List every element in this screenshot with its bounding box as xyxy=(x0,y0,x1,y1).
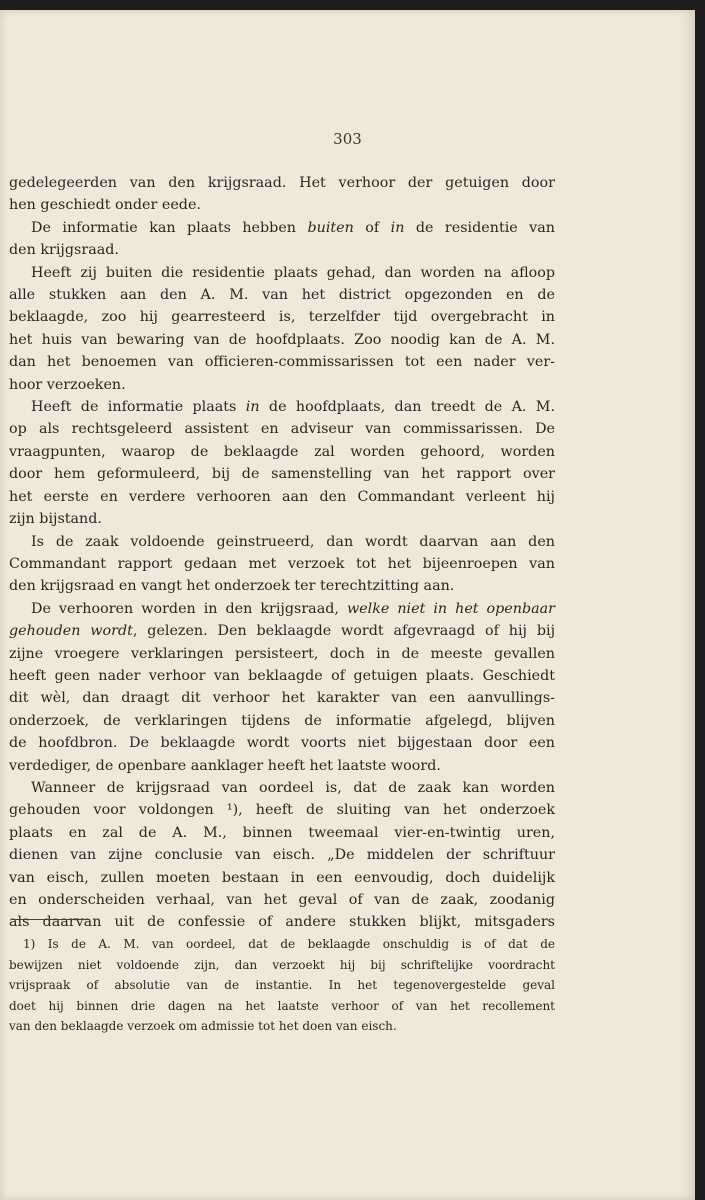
book-page xyxy=(0,10,695,1200)
text-line: verdediger, de openbare aanklager heeft het laatste woord. xyxy=(9,757,441,774)
text-line: plaats en zal de A. M., binnen tweemaal vier-en-twintig uren, xyxy=(9,824,555,841)
italic-phrase: gehouden wordt xyxy=(9,623,133,640)
text-line: den krijgsraad. xyxy=(9,242,119,259)
footnote-line: van den beklaagde verzoek om admissie tot het doen van eisch. xyxy=(9,1019,397,1034)
footnote-line: doet hij binnen drie dagen na het laatste verhoor of van het recollement xyxy=(9,998,555,1013)
text-line: Heeft zij buiten die residentie plaats gehad, dan worden na afloop xyxy=(31,264,555,281)
text-line: Wanneer de krijgsraad van oordeel is, dat de zaak kan worden xyxy=(31,779,555,796)
text-line: als daarvan uit de confessie of andere stukken blijkt, mitsgaders xyxy=(9,914,555,931)
page-number: 303 xyxy=(333,130,362,148)
text-line: beklaagde, zoo hij gearresteerd is, terzelfder tijd overgebracht in xyxy=(9,309,555,326)
text-fragment: de hoofdplaats, dan treedt de A. M. xyxy=(259,399,555,416)
text-line: Commandant rapport gedaan met verzoek tot het bijeenroepen van xyxy=(9,555,555,572)
text-line-mixed xyxy=(9,217,555,239)
text-line: en onderscheiden verhaal, van het geval of van de zaak, zoodanig xyxy=(9,892,555,908)
text-line: gedelegeerden van den krijgsraad. Het verhoor der getuigen door xyxy=(9,175,555,191)
italic-word: in xyxy=(245,399,260,416)
text-line: de hoofdbron. De beklaagde wordt voorts niet bijgestaan door een xyxy=(9,735,555,752)
italic-phrase: welke niet in het openbaar xyxy=(346,600,555,617)
footnote-divider xyxy=(12,919,90,920)
footnote-line: 1) Is de A. M. van oordeel, dat de beklaagde onschuldig is of dat de xyxy=(23,937,555,951)
text-fragment: De verhooren worden in den krijgsraad, xyxy=(31,600,347,617)
text-line: vraagpunten, waarop de beklaagde zal worden gehoord, worden xyxy=(9,443,555,460)
footnote-line: vrijspraak of absolutie van de instantie. In het tegenovergestelde geval xyxy=(9,978,555,993)
text-fragment: , gelezen. Den beklaagde wordt afgevraagd of hij bij xyxy=(132,623,555,640)
text-line: van eisch, zullen moeten bestaan in een eenvoudig, doch duidelijk xyxy=(9,869,555,886)
italic-word: in xyxy=(390,219,405,236)
text-line: dan het benoemen van officieren-commissarissen tot een nader ver- xyxy=(9,354,555,371)
body-text xyxy=(9,172,555,934)
text-line: het huis van bewaring van de hoofdplaats. Zoo noodig kan de A. M. xyxy=(9,331,555,348)
text-fragment: de residentie van xyxy=(404,219,555,236)
text-line: door hem geformuleerd, bij de samenstelling van het rapport over xyxy=(9,466,555,483)
text-line: hoor verzoeken. xyxy=(9,376,126,393)
footnote xyxy=(9,934,555,1037)
text-line: gehouden voor voldongen ¹), heeft de sluiting van het onderzoek xyxy=(9,802,555,819)
text-line: het eerste en verdere verhooren aan den Commandant verleent hij xyxy=(9,488,555,505)
text-line-mixed xyxy=(9,396,555,418)
text-line-mixed xyxy=(9,620,555,642)
text-fragment: De informatie kan plaats hebben xyxy=(31,219,308,236)
text-line: onderzoek, de verklaringen tijdens de informatie afgelegd, blijven xyxy=(9,712,555,729)
text-line: dienen van zijne conclusie van eisch. „De middelen der schriftuur xyxy=(9,847,555,864)
text-line: heeft geen nader verhoor van beklaagde of getuigen plaats. Geschiedt xyxy=(9,667,555,684)
footnote-line: bewijzen niet voldoende zijn, dan verzoekt hij bij schriftelijke voordracht xyxy=(9,957,555,972)
text-line-mixed xyxy=(9,598,555,620)
text-line: hen geschiedt onder eede. xyxy=(9,197,201,214)
text-fragment: Heeft de informatie plaats xyxy=(31,399,246,416)
text-line: alle stukken aan den A. M. van het district opgezonden en de xyxy=(9,287,555,304)
italic-word: buiten xyxy=(307,219,354,236)
text-line: op als rechtsgeleerd assistent en adviseur van commissarissen. De xyxy=(9,421,555,438)
text-line: dit wèl, dan draagt dit verhoor het karakter van een aanvullings- xyxy=(9,690,555,707)
text-line: Is de zaak voldoende geinstrueerd, dan wordt daarvan aan den xyxy=(31,533,555,550)
text-fragment: of xyxy=(353,219,391,236)
text-line: zijn bijstand. xyxy=(9,511,102,528)
text-line: zijne vroegere verklaringen persisteert, doch in de meeste gevallen xyxy=(9,645,555,662)
text-line: den krijgsraad en vangt het onderzoek ter terechtzitting aan. xyxy=(9,578,455,595)
